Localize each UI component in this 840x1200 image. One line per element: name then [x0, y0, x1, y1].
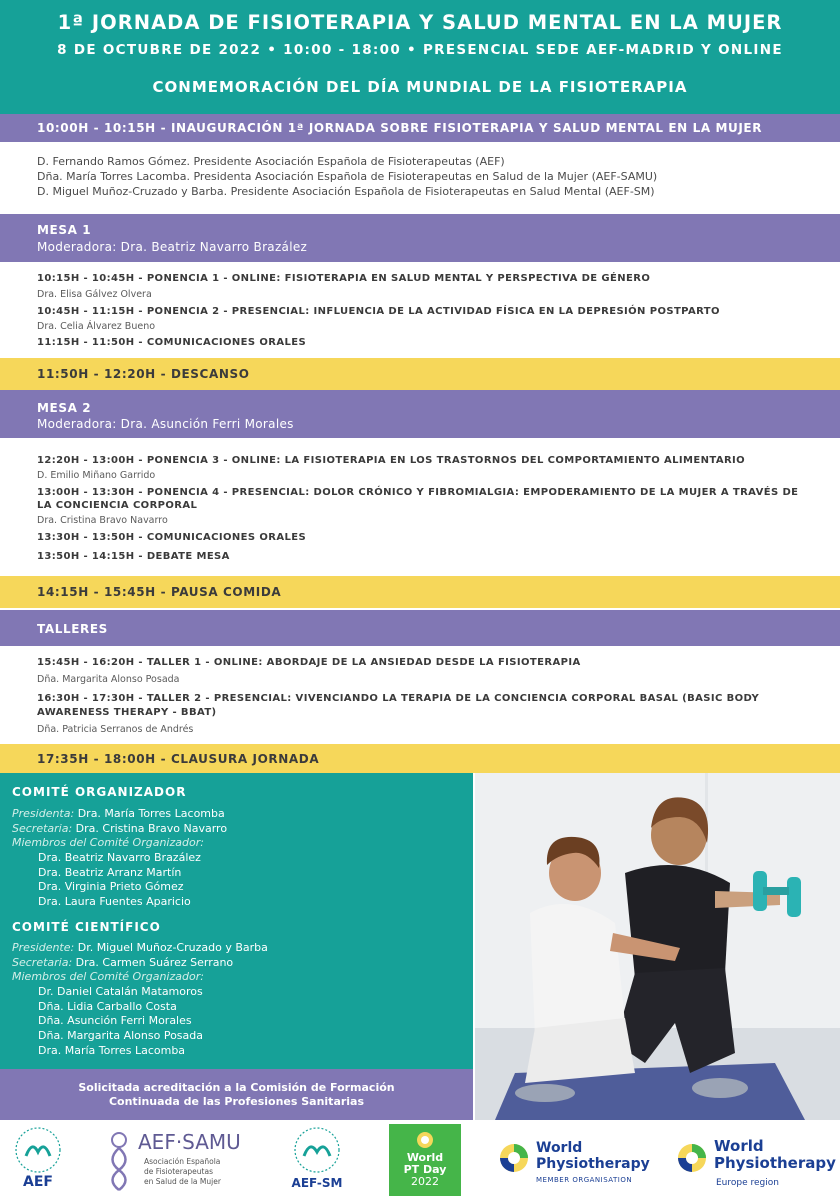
committee-member: Dr. Daniel Catalán Matamoros — [38, 985, 203, 998]
aef-logo — [8, 1126, 68, 1196]
talk-speaker: Dra. Cristina Bravo Navarro — [37, 515, 168, 526]
workshop-title: 16:30H - 17:30H - TALLER 2 - PRESENCIAL: VIVENCIANDO LA TERAPIA DE LA CONCIENCIA CORPORAL BASAL (BASIC BODY — [37, 693, 760, 704]
accreditation-banner — [0, 1069, 473, 1120]
inauguration-speaker: D. Fernando Ramos Gómez. Presidente Asociación Española de Fisioterapeutas (AEF) — [37, 155, 505, 168]
role-label: Secretaria: — [12, 822, 73, 835]
committee-member: Dña. Margarita Alonso Posada — [38, 1029, 203, 1042]
commemoration-line: CONMEMORACIÓN DEL DÍA MUNDIAL DE LA FISIOTERAPIA — [152, 78, 688, 96]
inauguration-band — [0, 114, 840, 142]
mesa1-moderator: Moderadora: Dra. Beatriz Navarro Brazález — [37, 240, 308, 254]
person-name: Dra. Carmen Suárez Serrano — [75, 956, 234, 969]
lunch-label: 14:15H - 15:45H - PAUSA COMIDA — [37, 585, 282, 599]
sponsor-logos — [0, 1120, 840, 1200]
mesa2-moderator: Moderadora: Dra. Asunción Ferri Morales — [37, 417, 294, 431]
closing-band — [0, 744, 840, 773]
world-physiotherapy-europe-text — [714, 1138, 836, 1172]
world-physiotherapy-icon — [498, 1142, 530, 1174]
person-name: Dra. Cristina Bravo Navarro — [75, 822, 228, 835]
workshop-speaker: Dña. Margarita Alonso Posada — [37, 674, 180, 685]
organizing-president — [12, 807, 225, 820]
event-title: 1ª JORNADA DE FISIOTERAPIA Y SALUD MENTAL EN LA MUJER — [57, 11, 783, 34]
world-physiotherapy-member-logo — [498, 1138, 658, 1190]
organizing-secretary — [12, 822, 227, 835]
aef-samu-logo-text: AEF·SAMU — [138, 1130, 241, 1154]
member-organisation-label: MEMBER ORGANISATION — [536, 1176, 633, 1184]
role-label: Miembros del Comité Organizador: — [12, 836, 204, 849]
person-name: Dr. Miguel Muñoz-Cruzado y Barba — [77, 941, 268, 954]
photo-illustration — [475, 773, 840, 1120]
role-label: Secretaria: — [12, 956, 73, 969]
workshop-title: 15:45H - 16:20H - TALLER 1 - ONLINE: ABORDAJE DE LA ANSIEDAD DESDE LA FISIOTERAPIA — [37, 657, 581, 668]
lunch-band — [0, 576, 840, 608]
world-pt-day-line: World — [406, 1151, 444, 1164]
world-pt-day-line: PT Day — [403, 1163, 447, 1176]
workshop-title-continued: AWARENESS THERAPY - BBAT) — [37, 707, 217, 718]
organizing-committee-heading: COMITÉ ORGANIZADOR — [12, 785, 187, 799]
aef-samu-subtitle-line: en Salud de la Mujer — [144, 1177, 221, 1186]
event-subtitle: 8 DE OCTUBRE DE 2022 • 10:00 - 18:00 • PRESENCIAL SEDE AEF-MADRID Y ONLINE — [57, 42, 783, 58]
talk-title: 10:45H - 11:15H - PONENCIA 2 - PRESENCIAL: INFLUENCIA DE LA ACTIVIDAD FÍSICA EN LA DEPRESIÓN POSTPARTO — [37, 306, 720, 317]
scientific-secretary — [12, 956, 233, 969]
accreditation-line: Solicitada acreditación a la Comisión de Formación — [78, 1081, 395, 1094]
talk-title: 12:20H - 13:00H - PONENCIA 3 - ONLINE: LA FISIOTERAPIA EN LOS TRASTORNOS DEL COMPORTAMIENTO ALIMENTARIO — [37, 455, 746, 466]
committee-member: Dña. Asunción Ferri Morales — [38, 1014, 192, 1027]
aef-sm-emblem-icon — [284, 1126, 350, 1176]
scientific-president — [12, 941, 268, 954]
aef-samu-subtitle — [144, 1157, 221, 1187]
europe-region-label: Europe region — [716, 1178, 779, 1188]
world-pt-day-logo — [389, 1124, 461, 1196]
aef-samu-logo — [104, 1130, 264, 1196]
talk-title: 13:30H - 13:50H - COMUNICACIONES ORALES — [37, 532, 307, 543]
break-label: 11:50H - 12:20H - DESCANSO — [37, 367, 250, 381]
organizing-members-label — [12, 836, 204, 849]
role-label: Presidente: — [12, 941, 75, 954]
aef-samu-subtitle-line: Asociación Española — [144, 1157, 221, 1166]
world-physiotherapy-europe-logo — [676, 1138, 836, 1192]
scientific-committee-heading: COMITÉ CIENTÍFICO — [12, 920, 161, 934]
inauguration-heading: 10:00H - 10:15H - INAUGURACIÓN 1ª JORNADA SOBRE FISIOTERAPIA Y SALUD MENTAL EN LA MUJER — [37, 121, 763, 135]
talk-speaker: D. Emilio Miñano Garrido — [37, 470, 156, 481]
event-header — [0, 0, 840, 114]
accreditation-line: Continuada de las Profesiones Sanitarias — [108, 1095, 365, 1108]
aef-sm-logo — [284, 1126, 350, 1196]
break-band — [0, 358, 840, 390]
committee-member: Dra. María Torres Lacomba — [38, 1044, 186, 1057]
aef-samu-emblem-icon — [104, 1130, 134, 1192]
role-label: Miembros del Comité Organizador: — [12, 970, 204, 983]
scientific-members-label — [12, 970, 204, 983]
world-pt-day-icon — [415, 1130, 435, 1150]
role-label: Presidenta: — [12, 807, 75, 820]
mesa1-title: MESA 1 — [37, 223, 92, 237]
inauguration-speaker: D. Miguel Muñoz-Cruzado y Barba. Presidente Asociación Española de Fisioterapeutas en Salud Mental (AEF-SM) — [37, 185, 655, 198]
world-physiotherapy-line: Physiotherapy — [714, 1154, 836, 1172]
talk-title: 13:00H - 13:30H - PONENCIA 4 - PRESENCIAL: DOLOR CRÓNICO Y FIBROMIALGIA: EMPODERAMIENTO DE LA MUJER A TRAVÉS DE — [37, 487, 799, 498]
aef-sm-logo-text: AEF-SM — [291, 1176, 343, 1190]
mesa1-band — [0, 214, 840, 262]
world-physiotherapy-line: World — [714, 1137, 764, 1155]
talk-title: 10:15H - 10:45H - PONENCIA 1 - ONLINE: FISIOTERAPIA EN SALUD MENTAL Y PERSPECTIVA DE GÉNERO — [37, 273, 651, 284]
physiotherapy-photo — [475, 773, 840, 1120]
talk-title: 13:50H - 14:15H - DEBATE MESA — [37, 551, 230, 562]
talk-title-continued: LA CONCIENCIA CORPORAL — [37, 500, 198, 511]
world-pt-day-year: 2022 — [411, 1175, 439, 1188]
workshop-speaker: Dña. Patricia Serranos de Andrés — [37, 724, 194, 735]
aef-logo-text: AEF — [23, 1174, 53, 1190]
committees-panel — [0, 773, 473, 1069]
inauguration-speaker: Dña. María Torres Lacomba. Presidenta Asociación Española de Fisioterapeutas en Salud de la Mujer (AEF-SAMU) — [37, 170, 658, 183]
world-physiotherapy-text — [536, 1140, 650, 1172]
committee-member: Dra. Virginia Prieto Gómez — [38, 880, 184, 893]
world-physiotherapy-line: Physiotherapy — [536, 1156, 650, 1172]
world-pt-day-text — [389, 1152, 461, 1188]
aef-samu-subtitle-line: de Fisioterapeutas — [144, 1167, 213, 1176]
committee-member: Dña. Lidia Carballo Costa — [38, 1000, 177, 1013]
talleres-band — [0, 610, 840, 646]
person-name: Dra. María Torres Lacomba — [77, 807, 225, 820]
committee-member: Dra. Beatriz Arranz Martín — [38, 866, 182, 879]
talk-title: 11:15H - 11:50H - COMUNICACIONES ORALES — [37, 337, 307, 348]
talleres-title: TALLERES — [37, 622, 108, 636]
talk-speaker: Dra. Celia Álvarez Bueno — [37, 321, 156, 332]
aef-emblem-icon — [8, 1126, 68, 1174]
closing-label: 17:35H - 18:00H - CLAUSURA JORNADA — [37, 752, 320, 766]
mesa2-band — [0, 390, 840, 438]
committee-member: Dra. Beatriz Navarro Brazález — [38, 851, 201, 864]
mesa2-title: MESA 2 — [37, 401, 92, 415]
world-physiotherapy-line: World — [536, 1140, 583, 1156]
talk-speaker: Dra. Elisa Gálvez Olvera — [37, 289, 152, 300]
committee-member: Dra. Laura Fuentes Aparicio — [38, 895, 191, 908]
world-physiotherapy-europe-icon — [676, 1142, 708, 1174]
